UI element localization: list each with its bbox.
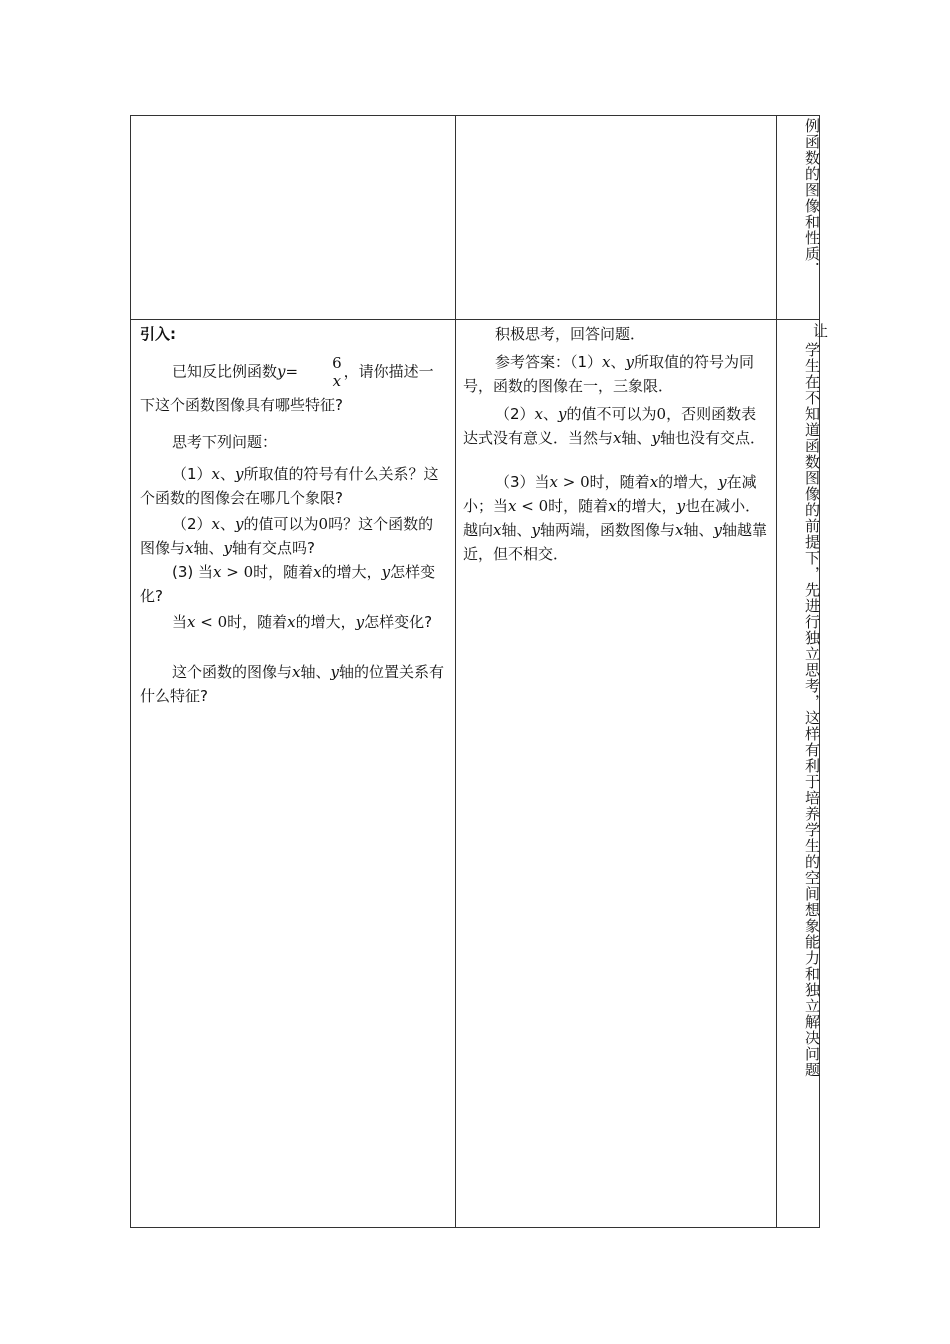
question-3: (3) 当x > 0时，随着x的增大，y怎样变化? (140, 563, 436, 605)
teacher-activity-cell (131, 320, 455, 1227)
student-activity-cell (455, 320, 777, 1227)
intro-heading: 引入: (140, 325, 176, 343)
design-intent-head: 让 (813, 322, 829, 340)
answer-1: 参考答案：（1）x、y所取值的符号为同号，函数的图像在一，三象限． (463, 353, 755, 395)
intro-paragraph: 已知反比例函数y= 6 x ，请你描述一下这个函数图像具有哪些特征? (140, 354, 434, 414)
design-intent-text: 学生在不知道函数图像的前提下，先进行独立思考，这样有利于培养学生的空间想象能力和独立解决问题 (803, 342, 821, 1078)
answer-2: （2）x、y的值不可以为0，否则函数表达式没有意义．当然与x轴、y轴也没有交点． (463, 405, 765, 447)
question-5: 这个函数的图像与x轴、y轴的位置关系有什么特征? (140, 663, 444, 705)
fraction-6-over-x: 6 x (332, 354, 342, 390)
design-intent-cell (777, 320, 829, 1227)
design-intent-cell-top (777, 116, 821, 320)
lesson-table (130, 115, 829, 1228)
design-intent-text-top: 例函数的图像和性质． (803, 118, 821, 278)
question-1: （1）x、y所取值的符号有什么关系？这个函数的图像会在哪几个象限? (140, 465, 439, 507)
answer-3: （3）当x > 0时，随着x的增大，y在减小；当x < 0时，随着x的增大，y也在减小．越向x轴、y轴两端，函数图像与x轴、y轴越靠近，但不相交． (463, 473, 767, 563)
student-think: 积极思考，回答问题． (495, 325, 646, 343)
question-2: （2）x、y的值可以为0吗？这个函数的图像与x轴、y轴有交点吗? (140, 515, 434, 557)
question-4: 当x < 0时，随着x的增大，y怎样变化? (172, 613, 433, 631)
think-prompt: 思考下列问题： (172, 433, 278, 451)
